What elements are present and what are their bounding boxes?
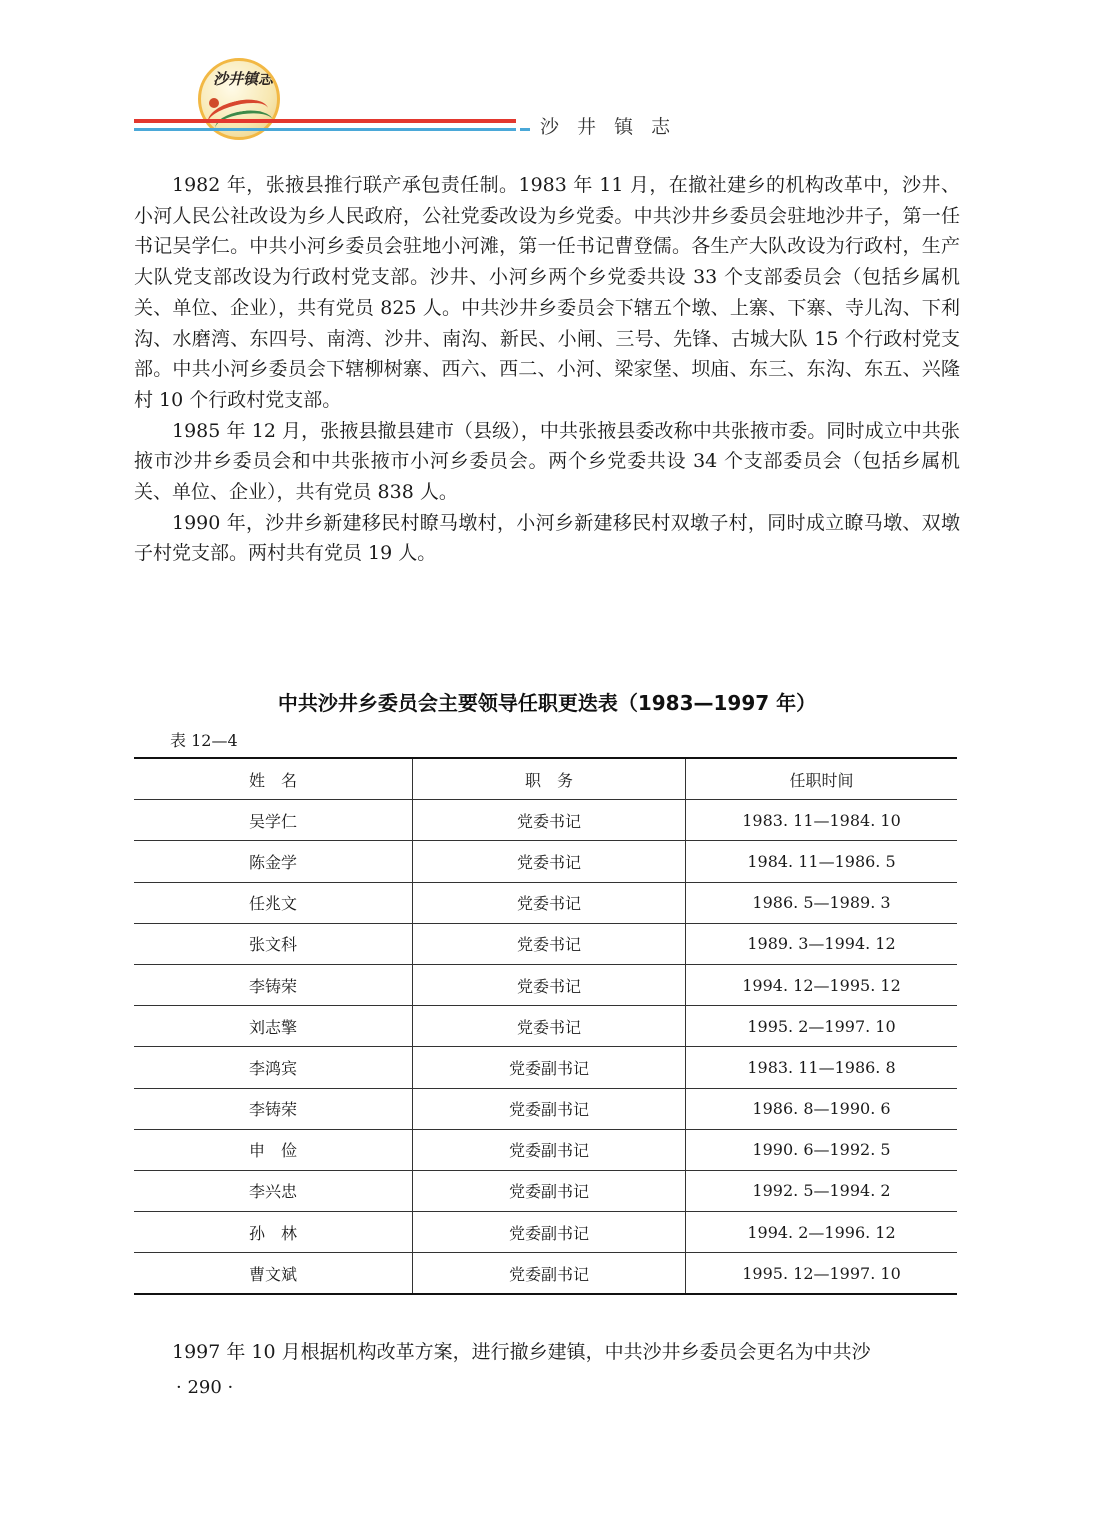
table-row [134, 800, 957, 841]
table-row [134, 1129, 957, 1170]
cell-term: 1989. 3—1994. 12 [686, 923, 958, 964]
cell-term: 1995. 12—1997. 10 [686, 1253, 958, 1295]
table-row [134, 1253, 957, 1295]
table-row [134, 1088, 957, 1129]
cell-name: 李铸荣 [134, 1088, 413, 1129]
table-row [134, 1047, 957, 1088]
header-rule-red [134, 119, 516, 123]
cell-position: 党委书记 [413, 800, 686, 841]
cell-term: 1986. 8—1990. 6 [686, 1088, 958, 1129]
cell-name: 张文科 [134, 923, 413, 964]
leadership-table [134, 757, 957, 1295]
cell-position: 党委副书记 [413, 1047, 686, 1088]
page-number: · 290 · [176, 1377, 234, 1398]
cell-position: 党委副书记 [413, 1212, 686, 1253]
cell-term: 1994. 12—1995. 12 [686, 964, 958, 1005]
cell-name: 孙 林 [134, 1212, 413, 1253]
header-rule-tick [520, 128, 530, 131]
cell-term: 1990. 6—1992. 5 [686, 1129, 958, 1170]
cell-name: 曹文斌 [134, 1253, 413, 1295]
cell-name: 陈金学 [134, 841, 413, 882]
table-row [134, 841, 957, 882]
table-row [134, 1212, 957, 1253]
running-head: 沙 井 镇 志 [540, 116, 677, 138]
paragraph: 1982 年，张掖县推行联产承包责任制。1983 年 11 月，在撤社建乡的机构改革中，沙井、小河人民公社改设为乡人民政府，公社党委改设为乡党委。中共沙井乡委员会驻地沙井子，第一任书记吴学仁。中共小河乡委员会驻地小河滩，第一任书记曹登儒。各生产大队改设为行政村，生产大队党支部改设为行政村党支部。沙井、小河乡两个乡党委共设 33 个支部委员会（包括乡属机关、单位、企业），共有党员 825 人。中共沙井乡委员会下辖五个墩、上寨、下寨、寺儿沟、下利沟、水磨湾、东四号、南湾、沙井、南沟、新民、小闸、三号、先锋、古城大队 15 个行政村党支部。中共小河乡委员会下辖柳树寨、西六、西二、小河、梁家堡、坝庙、东三、东沟、东五、兴隆村 10 个行政村党支部。 [134, 174, 960, 411]
continued-paragraph: 1997 年 10 月根据机构改革方案，进行撤乡建镇，中共沙井乡委员会更名为中共沙 [172, 1341, 871, 1363]
cell-name: 申 俭 [134, 1129, 413, 1170]
table-row [134, 1170, 957, 1211]
column-header-position: 职 务 [413, 758, 686, 800]
cell-position: 党委副书记 [413, 1129, 686, 1170]
logo-text: 沙井镇志 [213, 70, 274, 88]
cell-position: 党委书记 [413, 964, 686, 1005]
body-text [134, 170, 960, 569]
table-row [134, 923, 957, 964]
paragraph: 1985 年 12 月，张掖县撤县建市（县级），中共张掖县委改称中共张掖市委。同时成立中共张掖市沙井乡委员会和中共张掖市小河乡委员会。两个乡党委共设 34 个支部委员会（包括乡属机关、单位、企业），共有党员 838 人。 [134, 419, 960, 504]
cell-name: 任兆文 [134, 882, 413, 923]
table-title: 中共沙井乡委员会主要领导任职更迭表（1983—1997 年） [277, 691, 817, 715]
column-header-term: 任职时间 [686, 758, 958, 800]
cell-position: 党委副书记 [413, 1253, 686, 1295]
cell-position: 党委副书记 [413, 1170, 686, 1211]
cell-position: 党委书记 [413, 841, 686, 882]
cell-name: 李兴忠 [134, 1170, 413, 1211]
table-header-row [134, 758, 957, 800]
cell-position: 党委书记 [413, 882, 686, 923]
cell-term: 1994. 2—1996. 12 [686, 1212, 958, 1253]
paragraph: 1990 年，沙井乡新建移民村瞭马墩村，小河乡新建移民村双墩子村，同时成立瞭马墩、双墩子村党支部。两村共有党员 19 人。 [134, 511, 960, 565]
cell-name: 刘志擎 [134, 1006, 413, 1047]
table-row [134, 964, 957, 1005]
cell-name: 李鸿宾 [134, 1047, 413, 1088]
header-rule-blue [134, 128, 516, 131]
cell-term: 1983. 11—1984. 10 [686, 800, 958, 841]
cell-name: 吴学仁 [134, 800, 413, 841]
cell-name: 李铸荣 [134, 964, 413, 1005]
cell-term: 1986. 5—1989. 3 [686, 882, 958, 923]
table-number: 表 12—4 [170, 731, 238, 750]
cell-term: 1983. 11—1986. 8 [686, 1047, 958, 1088]
cell-position: 党委书记 [413, 923, 686, 964]
cell-position: 党委副书记 [413, 1088, 686, 1129]
cell-position: 党委书记 [413, 1006, 686, 1047]
column-header-name: 姓 名 [134, 758, 413, 800]
cell-term: 1992. 5—1994. 2 [686, 1170, 958, 1211]
cell-term: 1995. 2—1997. 10 [686, 1006, 958, 1047]
cell-term: 1984. 11—1986. 5 [686, 841, 958, 882]
logo-decoration [209, 98, 219, 108]
table-row [134, 882, 957, 923]
table-row [134, 1006, 957, 1047]
